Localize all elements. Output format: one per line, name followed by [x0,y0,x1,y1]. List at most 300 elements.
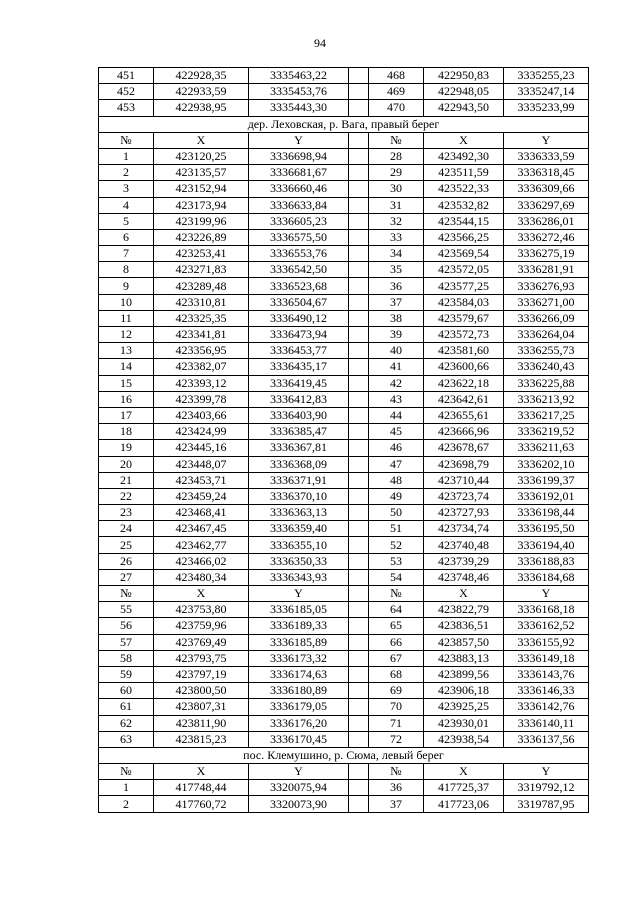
column-gap [349,569,369,585]
header-x: X [424,586,504,602]
point-number: 66 [369,634,424,650]
point-number: 57 [99,634,154,650]
x-coordinate: 422938,95 [154,100,249,116]
x-coordinate: 423199,96 [154,213,249,229]
table-row [99,537,589,553]
x-coordinate: 423759,96 [154,618,249,634]
point-number: 63 [99,731,154,747]
column-gap [349,488,369,504]
point-number: 51 [369,521,424,537]
x-coordinate: 423655,61 [424,407,504,423]
column-gap [349,213,369,229]
point-number: 25 [99,537,154,553]
x-coordinate: 423424,99 [154,424,249,440]
y-coordinate: 3336143,76 [504,666,589,682]
y-coordinate: 3336185,05 [249,602,349,618]
y-coordinate: 3336170,45 [249,731,349,747]
x-coordinate: 423448,07 [154,456,249,472]
point-number: 64 [369,602,424,618]
x-coordinate: 423459,24 [154,488,249,504]
point-number: 4 [99,197,154,213]
y-coordinate: 3335233,99 [504,100,589,116]
table-row [99,197,589,213]
table-row [99,278,589,294]
y-coordinate: 3336297,69 [504,197,589,213]
y-coordinate: 3336370,10 [249,488,349,504]
column-gap [349,796,369,812]
table-row [99,602,589,618]
point-number: 33 [369,229,424,245]
x-coordinate: 423403,66 [154,407,249,423]
point-number: 35 [369,262,424,278]
table-row [99,294,589,310]
point-number: 36 [369,780,424,796]
table-row [99,327,589,343]
column-header-row [99,132,589,148]
table-row [99,618,589,634]
y-coordinate: 3336142,76 [504,699,589,715]
header-num: № [99,132,154,148]
table-row [99,666,589,682]
y-coordinate: 3336272,46 [504,229,589,245]
x-coordinate: 423815,23 [154,731,249,747]
y-coordinate: 3336264,04 [504,327,589,343]
x-coordinate: 423739,29 [424,553,504,569]
table-row [99,359,589,375]
column-gap [349,407,369,423]
y-coordinate: 3336146,33 [504,683,589,699]
header-x: X [154,586,249,602]
header-x: X [424,764,504,780]
point-number: 452 [99,84,154,100]
y-coordinate: 3335463,22 [249,68,349,84]
x-coordinate: 423740,48 [424,537,504,553]
point-number: 50 [369,505,424,521]
table-row [99,262,589,278]
x-coordinate: 423325,35 [154,310,249,326]
y-coordinate: 3336275,19 [504,246,589,262]
x-coordinate: 423797,19 [154,666,249,682]
point-number: 40 [369,343,424,359]
x-coordinate: 423642,61 [424,391,504,407]
point-number: 16 [99,391,154,407]
header-num: № [369,132,424,148]
point-number: 67 [369,650,424,666]
x-coordinate: 423800,50 [154,683,249,699]
point-number: 17 [99,407,154,423]
column-gap [349,505,369,521]
x-coordinate: 423226,89 [154,229,249,245]
y-coordinate: 3336523,68 [249,278,349,294]
point-number: 27 [99,569,154,585]
x-coordinate: 417760,72 [154,796,249,812]
section-title-row [99,116,589,132]
point-number: 29 [369,165,424,181]
x-coordinate: 423727,93 [424,505,504,521]
y-coordinate: 3336633,84 [249,197,349,213]
x-coordinate: 423723,74 [424,488,504,504]
y-coordinate: 3336176,20 [249,715,349,731]
y-coordinate: 3320073,90 [249,796,349,812]
column-gap [349,683,369,699]
point-number: 37 [369,796,424,812]
point-number: 5 [99,213,154,229]
column-gap [349,521,369,537]
table-row [99,424,589,440]
column-gap [349,262,369,278]
point-number: 49 [369,488,424,504]
column-gap [349,343,369,359]
point-number: 8 [99,262,154,278]
x-coordinate: 423899,56 [424,666,504,682]
x-coordinate: 423511,59 [424,165,504,181]
header-num: № [369,764,424,780]
x-coordinate: 423271,83 [154,262,249,278]
section-title-row [99,747,589,763]
column-gap [349,715,369,731]
x-coordinate: 423382,07 [154,359,249,375]
y-coordinate: 3336473,94 [249,327,349,343]
table-row [99,505,589,521]
point-number: 39 [369,327,424,343]
column-gap [349,359,369,375]
point-number: 21 [99,472,154,488]
y-coordinate: 3336276,93 [504,278,589,294]
y-coordinate: 3336217,25 [504,407,589,423]
point-number: 38 [369,310,424,326]
y-coordinate: 3336435,17 [249,359,349,375]
header-x: X [424,132,504,148]
x-coordinate: 423453,71 [154,472,249,488]
y-coordinate: 3336309,66 [504,181,589,197]
y-coordinate: 3336605,23 [249,213,349,229]
x-coordinate: 423356,95 [154,343,249,359]
table-row [99,229,589,245]
point-number: 71 [369,715,424,731]
y-coordinate: 3336385,47 [249,424,349,440]
point-number: 46 [369,440,424,456]
y-coordinate: 3335453,76 [249,84,349,100]
table-row [99,472,589,488]
y-coordinate: 3319792,12 [504,780,589,796]
y-coordinate: 3336453,77 [249,343,349,359]
y-coordinate: 3336355,10 [249,537,349,553]
y-coordinate: 3336363,13 [249,505,349,521]
x-coordinate: 423678,67 [424,440,504,456]
y-coordinate: 3336350,33 [249,553,349,569]
x-coordinate: 423467,45 [154,521,249,537]
point-number: 70 [369,699,424,715]
y-coordinate: 3336180,89 [249,683,349,699]
y-coordinate: 3336155,92 [504,634,589,650]
y-coordinate: 3335255,23 [504,68,589,84]
y-coordinate: 3336188,83 [504,553,589,569]
point-number: 68 [369,666,424,682]
x-coordinate: 423753,80 [154,602,249,618]
table-row [99,796,589,812]
point-number: 2 [99,796,154,812]
y-coordinate: 3336681,67 [249,165,349,181]
y-coordinate: 3336225,88 [504,375,589,391]
table-row [99,456,589,472]
column-gap [349,440,369,456]
y-coordinate: 3336162,52 [504,618,589,634]
table-row [99,375,589,391]
y-coordinate: 3336504,67 [249,294,349,310]
point-number: 22 [99,488,154,504]
column-gap [349,424,369,440]
point-number: 45 [369,424,424,440]
x-coordinate: 423622,18 [424,375,504,391]
table-row [99,343,589,359]
y-coordinate: 3336490,12 [249,310,349,326]
point-number: 18 [99,424,154,440]
column-gap [349,391,369,407]
point-number: 3 [99,181,154,197]
header-x: X [154,764,249,780]
table-row [99,68,589,84]
column-gap [349,650,369,666]
x-coordinate: 423445,16 [154,440,249,456]
point-number: 36 [369,278,424,294]
table-row [99,488,589,504]
y-coordinate: 3336371,91 [249,472,349,488]
x-coordinate: 423938,54 [424,731,504,747]
column-gap [349,132,369,148]
x-coordinate: 423572,05 [424,262,504,278]
column-gap [349,197,369,213]
table-row [99,407,589,423]
column-gap [349,327,369,343]
header-y: Y [504,132,589,148]
y-coordinate: 3336219,52 [504,424,589,440]
y-coordinate: 3336255,73 [504,343,589,359]
point-number: 44 [369,407,424,423]
table-row [99,84,589,100]
coordinates-table [98,67,589,813]
x-coordinate: 423807,31 [154,699,249,715]
y-coordinate: 3319787,95 [504,796,589,812]
table-row [99,213,589,229]
x-coordinate: 423532,82 [424,197,504,213]
x-coordinate: 417723,06 [424,796,504,812]
y-coordinate: 3336198,44 [504,505,589,521]
y-coordinate: 3336286,01 [504,213,589,229]
x-coordinate: 423462,77 [154,537,249,553]
point-number: 41 [369,359,424,375]
column-gap [349,84,369,100]
x-coordinate: 417748,44 [154,780,249,796]
column-gap [349,586,369,602]
y-coordinate: 3336271,00 [504,294,589,310]
y-coordinate: 3336359,40 [249,521,349,537]
x-coordinate: 423883,13 [424,650,504,666]
column-header-row [99,764,589,780]
x-coordinate: 423310,81 [154,294,249,310]
x-coordinate: 423581,60 [424,343,504,359]
section-title: дер. Леховская, р. Вага, правый берег [99,116,589,132]
y-coordinate: 3336403,90 [249,407,349,423]
y-coordinate: 3336199,37 [504,472,589,488]
column-gap [349,602,369,618]
point-number: 26 [99,553,154,569]
point-number: 11 [99,310,154,326]
point-number: 9 [99,278,154,294]
point-number: 10 [99,294,154,310]
column-gap [349,780,369,796]
y-coordinate: 3336202,10 [504,456,589,472]
x-coordinate: 423393,12 [154,375,249,391]
table-row [99,246,589,262]
y-coordinate: 3336542,50 [249,262,349,278]
coordinates-table-body [99,68,589,813]
point-number: 7 [99,246,154,262]
column-gap [349,310,369,326]
column-gap [349,553,369,569]
x-coordinate: 417725,37 [424,780,504,796]
x-coordinate: 423710,44 [424,472,504,488]
x-coordinate: 423584,03 [424,294,504,310]
column-gap [349,699,369,715]
y-coordinate: 3320075,94 [249,780,349,796]
point-number: 69 [369,683,424,699]
y-coordinate: 3336211,63 [504,440,589,456]
y-coordinate: 3336575,50 [249,229,349,245]
header-y: Y [249,132,349,148]
point-number: 468 [369,68,424,84]
x-coordinate: 423822,79 [424,602,504,618]
point-number: 14 [99,359,154,375]
x-coordinate: 422933,59 [154,84,249,100]
table-row [99,699,589,715]
header-x: X [154,132,249,148]
table-row [99,100,589,116]
point-number: 62 [99,715,154,731]
column-gap [349,456,369,472]
point-number: 32 [369,213,424,229]
point-number: 2 [99,165,154,181]
column-gap [349,100,369,116]
y-coordinate: 3336412,83 [249,391,349,407]
point-number: 60 [99,683,154,699]
column-gap [349,229,369,245]
point-number: 43 [369,391,424,407]
column-gap [349,666,369,682]
column-gap [349,731,369,747]
point-number: 52 [369,537,424,553]
point-number: 61 [99,699,154,715]
x-coordinate: 423492,30 [424,148,504,164]
point-number: 53 [369,553,424,569]
x-coordinate: 423341,81 [154,327,249,343]
point-number: 34 [369,246,424,262]
column-gap [349,294,369,310]
y-coordinate: 3336185,89 [249,634,349,650]
table-row [99,650,589,666]
column-gap [349,764,369,780]
point-number: 19 [99,440,154,456]
y-coordinate: 3336368,09 [249,456,349,472]
table-row [99,440,589,456]
y-coordinate: 3336660,46 [249,181,349,197]
x-coordinate: 423857,50 [424,634,504,650]
point-number: 54 [369,569,424,585]
x-coordinate: 423572,73 [424,327,504,343]
header-y: Y [249,586,349,602]
y-coordinate: 3336168,18 [504,602,589,618]
header-num: № [99,764,154,780]
x-coordinate: 423734,74 [424,521,504,537]
column-gap [349,278,369,294]
x-coordinate: 423120,25 [154,148,249,164]
point-number: 20 [99,456,154,472]
table-row [99,683,589,699]
page-number: 94 [314,36,326,50]
y-coordinate: 3336698,94 [249,148,349,164]
x-coordinate: 423698,79 [424,456,504,472]
table-row [99,715,589,731]
column-gap [349,68,369,84]
point-number: 48 [369,472,424,488]
point-number: 42 [369,375,424,391]
y-coordinate: 3336419,45 [249,375,349,391]
x-coordinate: 423253,41 [154,246,249,262]
x-coordinate: 423466,02 [154,553,249,569]
column-header-row [99,586,589,602]
column-gap [349,165,369,181]
point-number: 13 [99,343,154,359]
point-number: 47 [369,456,424,472]
table-row [99,731,589,747]
point-number: 56 [99,618,154,634]
y-coordinate: 3336184,68 [504,569,589,585]
point-number: 58 [99,650,154,666]
column-gap [349,375,369,391]
table-row [99,310,589,326]
x-coordinate: 423666,96 [424,424,504,440]
point-number: 15 [99,375,154,391]
y-coordinate: 3336140,11 [504,715,589,731]
column-gap [349,148,369,164]
point-number: 28 [369,148,424,164]
x-coordinate: 423930,01 [424,715,504,731]
column-gap [349,537,369,553]
column-gap [349,472,369,488]
x-coordinate: 423836,51 [424,618,504,634]
table-row [99,181,589,197]
point-number: 453 [99,100,154,116]
point-number: 6 [99,229,154,245]
table-row [99,148,589,164]
point-number: 72 [369,731,424,747]
section-title: пос. Клемушино, р. Сюма, левый берег [99,747,589,763]
y-coordinate: 3336173,32 [249,650,349,666]
point-number: 470 [369,100,424,116]
table-row [99,634,589,650]
x-coordinate: 423925,25 [424,699,504,715]
table-row [99,165,589,181]
header-y: Y [504,764,589,780]
x-coordinate: 423579,67 [424,310,504,326]
point-number: 31 [369,197,424,213]
point-number: 23 [99,505,154,521]
x-coordinate: 423569,54 [424,246,504,262]
y-coordinate: 3335443,30 [249,100,349,116]
x-coordinate: 423399,78 [154,391,249,407]
column-gap [349,618,369,634]
y-coordinate: 3336240,43 [504,359,589,375]
y-coordinate: 3336213,92 [504,391,589,407]
